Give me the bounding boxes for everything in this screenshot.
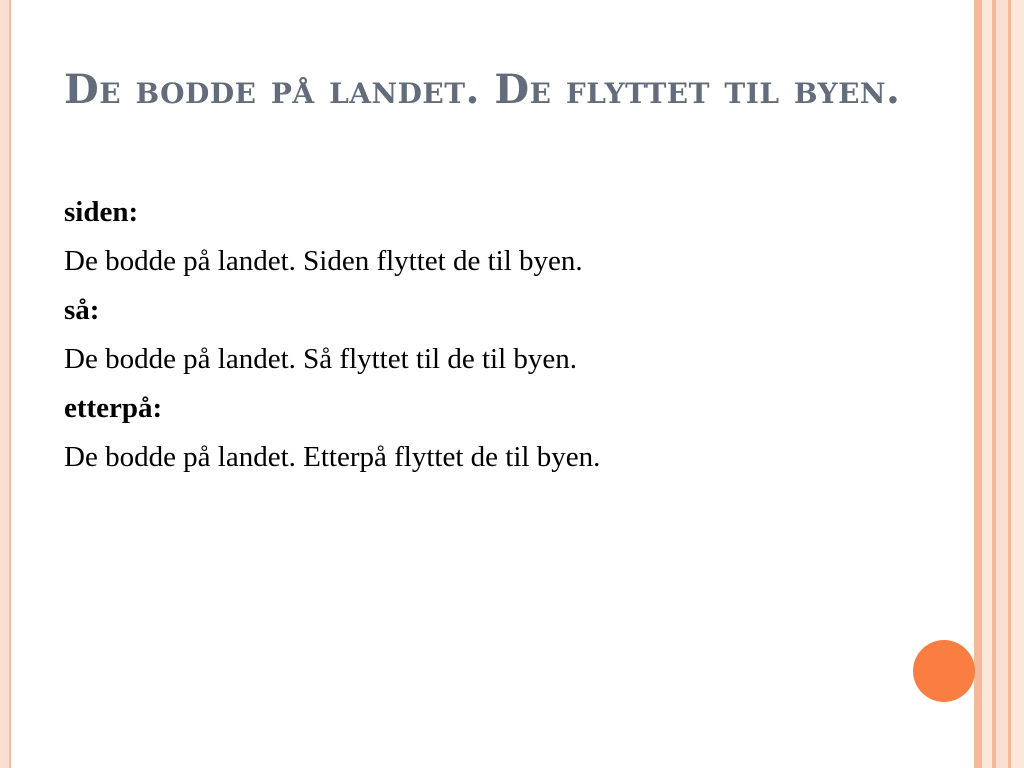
left-border-stripe [0, 0, 11, 768]
slide-body [64, 188, 944, 482]
term-etterpaa: etterpå: [64, 392, 163, 424]
example-siden: De bodde på landet. Siden flyttet de til byen. [64, 245, 583, 277]
right-border-stripes [974, 0, 1024, 768]
term-saa: så: [64, 294, 100, 326]
term-siden: siden: [64, 196, 139, 228]
example-etterpaa: De bodde på landet. Etterpå flyttet de til byen. [64, 441, 601, 473]
example-saa: De bodde på landet. Så flyttet til de til byen. [64, 343, 578, 375]
decorative-orange-circle [913, 640, 975, 702]
slide-title: De bodde på landet. De flyttet til byen. [64, 66, 901, 113]
